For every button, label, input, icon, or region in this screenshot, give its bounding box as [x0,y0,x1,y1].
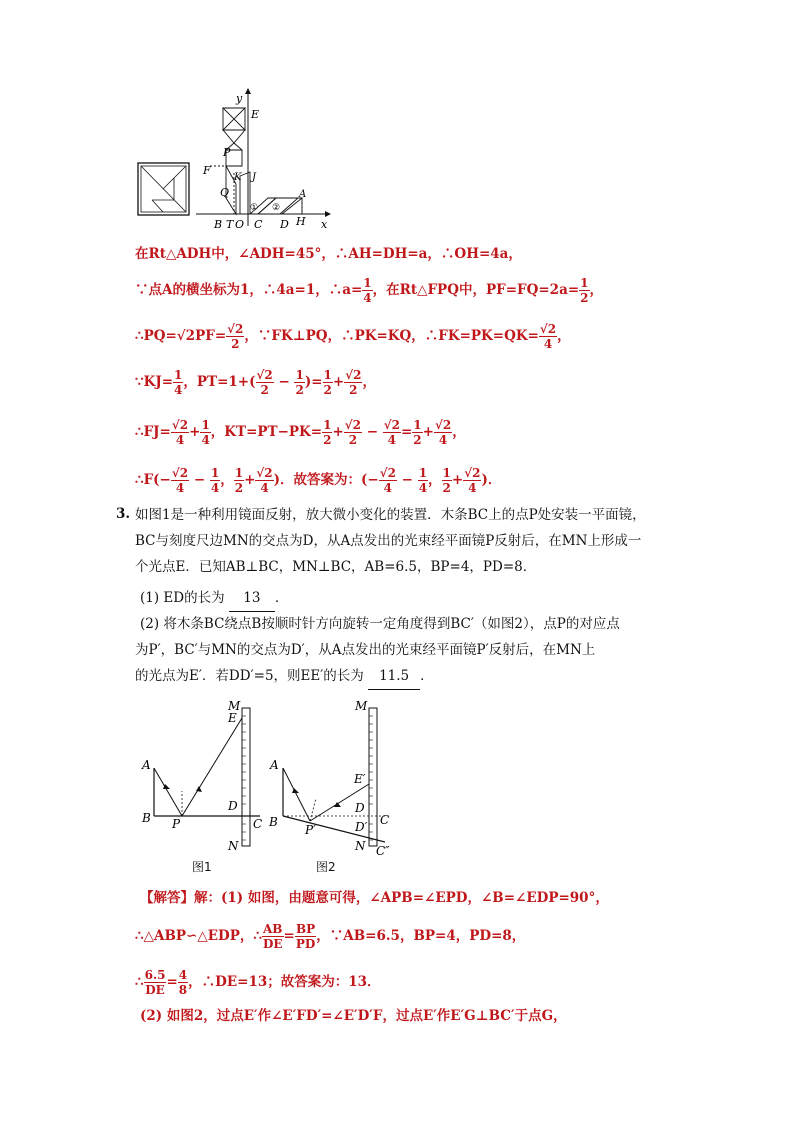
solution-line-2: ∵点A的横坐标为1，∴4a=1，∴a= $\frac{1}{4}$ ，在Rt△FPQ中，PF=FQ=2a= $\frac{1}{2}$ ， [135,276,603,305]
svg-text:B: B [214,218,223,231]
solution-line-4: ∵KJ= $\frac{1}{4}$ ，PT=1+( $\frac{√2}{2}$ − $\frac{1}{2}$ )= $\frac{1}{2}$ + $\frac{√2}{2}$ ， [135,368,376,397]
svg-text:A: A [299,189,307,200]
problem-number: 3. [116,506,131,522]
figure-1-caption: 图1 [192,860,212,874]
svg-text:E: E [251,108,260,121]
svg-text:Q: Q [220,186,230,199]
svg-text:A: A [270,758,279,772]
svg-text:D: D [355,801,365,815]
svg-text:P: P [172,817,181,831]
answer-tag: 【解答】 [140,890,194,906]
answer-line-3: ∴ $\frac{6.5}{DE}$ = $\frac{4}{8}$ ，∴DE=13；故答案为：13． [135,968,381,997]
svg-text:B: B [142,811,151,825]
svg-text:N: N [228,839,239,853]
svg-text:C: C [380,813,390,827]
figure-1 [140,696,270,856]
svg-text:H: H [296,215,306,228]
question-1: (1) ED的长为 13 ． [140,585,700,612]
label-x: x [321,218,328,231]
svg-text:②: ② [272,203,281,213]
svg-text:D′: D′ [355,820,368,834]
svg-text:B: B [269,815,278,829]
answer-blank-2: 11.5 [368,663,420,690]
answer-line-1: 【解答】解：(1) 如图，由题意可得，∠APB=∠EPD，∠B=∠EDP=90°， [140,890,609,906]
svg-text:P: P [223,146,231,159]
svg-text:J: J [252,172,257,183]
solution-line-1: 在Rt△ADH中，∠ADH=45°，∴AH=DH=a，∴OH=4a， [135,246,522,262]
svg-text:A: A [142,758,151,772]
svg-text:①: ① [250,203,259,213]
svg-text:D: D [280,218,289,231]
answer-line-2: ∴△ABP∽△EDP，∴ $\frac{AB}{DE}$ = $\frac{BP}{PD}$ ，∵AB=6.5，BP=4，PD=8， [135,922,526,951]
answer-line-4: (2) 如图2，过点E′作∠E′FD′=∠E′D′F，过点E′作E′G⊥BC′于点G， [140,1008,567,1024]
solution-line-5: ∴FJ= $\frac{√2}{4}$ + $\frac{1}{4}$ ，KT=PT−PK= $\frac{1}{2}$ + $\frac{√2}{2}$ − $\frac{√2}{4}$ = $\frac{1}{2}$ + $\frac{√2}{4}$ ， [135,418,466,447]
question-2: (2) 将木条BC绕点B按顺时针方向旋转一定角度得到BC′（如图2），点P的对应点 为P′，BC′与MN的交点为D′，从A点发出的光束经平面镜P′反射后，在MN上 的光点为E′．若DD′=5，则EE′的长为 11.5 ． [140,611,700,690]
label-y: y [236,92,243,105]
problem-statement: 如图1是一种利用镜面反射，放大微小变化的装置．木条BC上的点P处安装一平面镜， BC与刻度尺边MN的交点为D，从A点发出的光束经平面镜P反射后，在MN上形成一 个光点E．已知AB⊥BC，MN⊥BC，AB=6.5，BP=4，PD=8． [135,507,646,575]
svg-text:C″: C″ [376,844,390,856]
svg-text:M: M [228,699,241,713]
figure-2-caption: 图2 [316,860,336,874]
svg-text:F: F [203,164,211,177]
svg-text:C: C [253,817,263,831]
svg-text:D: D [228,799,238,813]
figure-2 [265,696,405,856]
svg-text:E′: E′ [354,772,366,786]
solution-line-3: ∴PQ=√2PF= $\frac{√2}{2}$ ，∵FK⊥PQ，∴PK=KQ，∴FK=PK=QK= $\frac{√2}{4}$ ， [135,322,571,351]
coordinate-figure [130,88,340,233]
svg-text:O: O [235,218,245,231]
svg-text:C: C [254,218,263,231]
answer-blank-1: 13 [229,585,275,612]
svg-text:K: K [234,172,242,183]
svg-text:N: N [355,839,366,853]
svg-text:E: E [228,711,237,725]
svg-text:M: M [355,699,368,713]
svg-text:P′: P′ [305,823,316,837]
svg-text:T: T [226,218,234,231]
solution-line-6: ∴F(− $\frac{√2}{4}$ − $\frac{1}{4}$ ， $\frac{1}{2}$ + $\frac{√2}{4}$ )．故答案为：(− $\frac{√2}{4}$ − $\frac{1}{4}$ ， $\frac{1}{2}$ + $\frac{√2}{4}$ )． [135,466,502,495]
